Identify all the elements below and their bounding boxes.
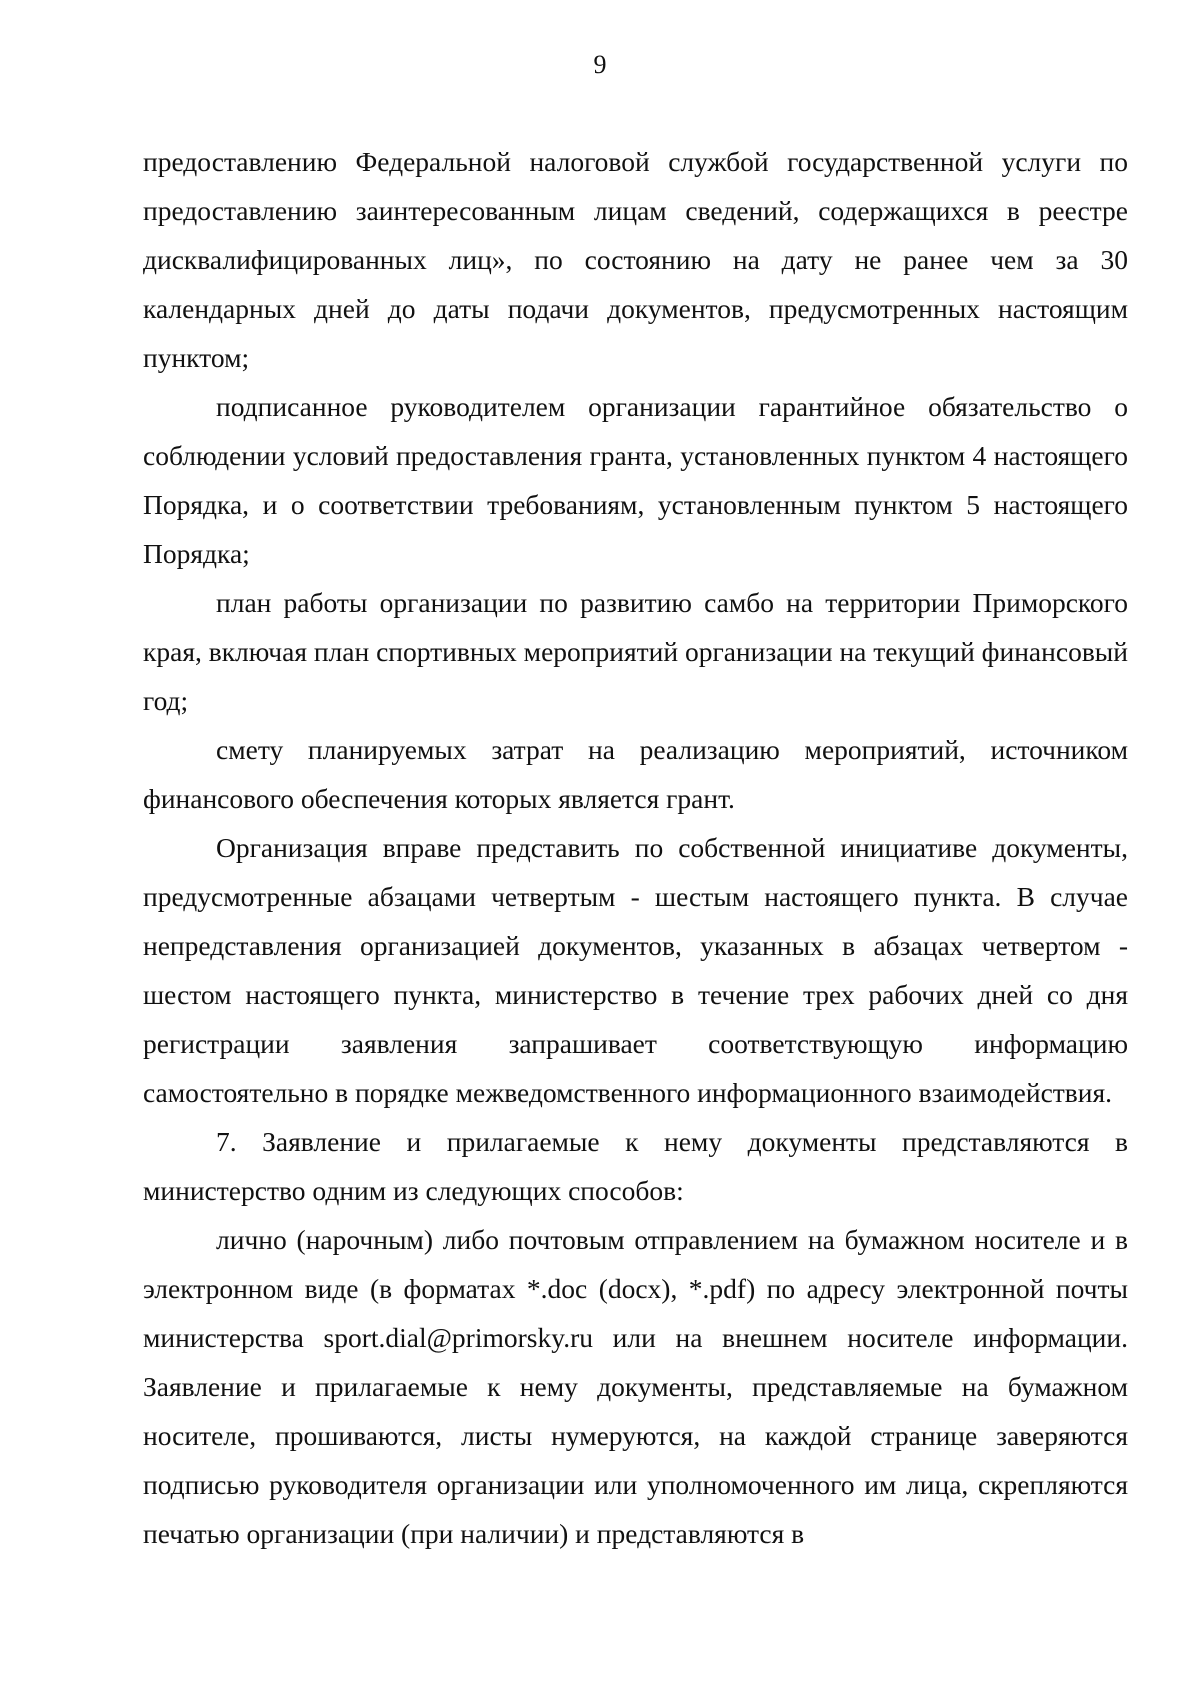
paragraph: подписанное руководителем организации гарантийное обязательство о соблюдении условий предоставления гранта, установленных пунктом 4 настоящего Порядка, и о соответствии требованиям, установленным пунктом 5 настоящего Порядка; — [143, 391, 1128, 569]
paragraph: лично (нарочным) либо почтовым отправлением на бумажном носителе и в электронном виде (в форматах *.doc (docx), *.pdf) по адресу электронной почты министерства sport.dial@primorsky.ru или на внешнем носителе информации. Заявление и прилагаемые к нему документы, представляемые на бумажном носителе, прошиваются, листы нумеруются, на каждой странице заверяются подписью руководителя организации или уполномоченного им лица, скрепляются печатью организации (при наличии) и представляются в — [143, 1224, 1128, 1549]
document-body — [143, 137, 1128, 1558]
paragraph: смету планируемых затрат на реализацию мероприятий, источником финансового обеспечения которых является грант. — [143, 734, 1128, 814]
paragraph: предоставлению Федеральной налоговой службой государственной услуги по предоставлению заинтересованным лицам сведений, содержащихся в реестре дисквалифицированных лиц», по состоянию на дату не ранее чем за 30 календарных дней до даты подачи документов, предусмотренных настоящим пунктом; — [143, 146, 1128, 373]
paragraph: 7. Заявление и прилагаемые к нему документы представляются в министерство одним из следующих способов: — [143, 1126, 1128, 1206]
paragraph: план работы организации по развитию самбо на территории Приморского края, включая план спортивных мероприятий организации на текущий финансовый год; — [143, 587, 1128, 716]
page-number: 9 — [593, 50, 607, 79]
paragraph: Организация вправе представить по собственной инициативе документы, предусмотренные абзацами четвертым - шестым настоящего пункта. В случае непредставления организацией документов, указанных в абзацах четвертом - шестом настоящего пункта, министерство в течение трех рабочих дней со дня регистрации заявления запрашивает соответствующую информацию самостоятельно в порядке межведомственного информационного взаимодействия. — [143, 832, 1128, 1108]
